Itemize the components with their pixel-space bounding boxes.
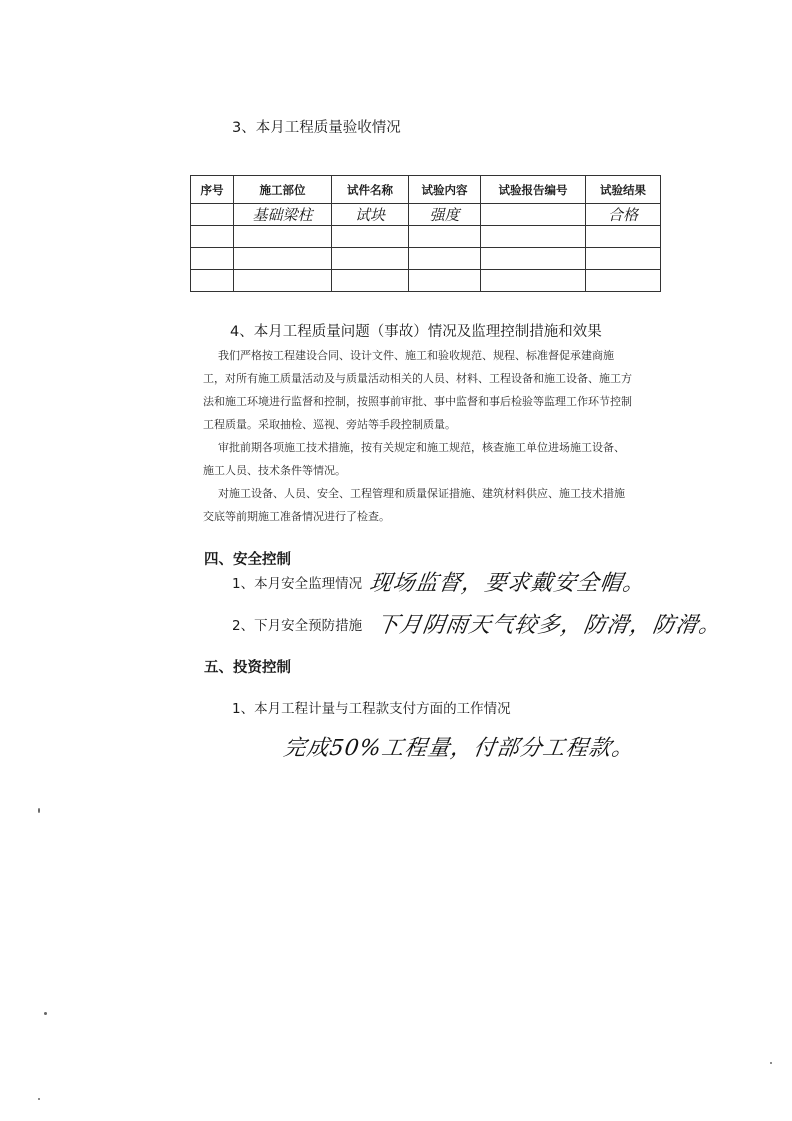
safety-item-1-label: 1、本月安全监理情况 [232, 576, 363, 592]
table-cell [191, 226, 234, 248]
scan-speck [38, 808, 40, 813]
handwritten-cell: 基础梁柱 [234, 204, 332, 226]
table-cell [234, 226, 332, 248]
header-cell: 序号 [191, 176, 234, 204]
table-cell [234, 270, 332, 292]
handwritten-cell: 强度 [409, 204, 481, 226]
paragraph-line: 工，对所有施工质量活动及与质量活动相关的人员、材料、工程设备和施工设备、施工方 [203, 372, 632, 385]
table-cell [191, 204, 234, 226]
section-4-title: 4、本月工程质量问题（事故）情况及监理控制措施和效果 [230, 324, 602, 340]
header-cell: 试件名称 [332, 176, 409, 204]
table-cell [191, 248, 234, 270]
table-cell [409, 270, 481, 292]
quality-acceptance-table [190, 175, 661, 292]
paragraph-line: 法和施工环境进行监督和控制，按照事前审批、事中监督和事后检验等监理工作环节控制 [203, 395, 632, 408]
table-row [191, 270, 661, 292]
safety-item-1-handwritten: 现场监督，要求戴安全帽。 [367, 571, 648, 596]
scan-speck [44, 1012, 47, 1015]
paragraph-line: 对施工设备、人员、安全、工程管理和质量保证措施、建筑材料供应、施工技术措施 [218, 487, 625, 500]
table-cell [234, 248, 332, 270]
table-cell [586, 270, 661, 292]
handwritten-cell: 试块 [332, 204, 409, 226]
investment-control-heading: 五、投资控制 [204, 660, 291, 676]
table-cell [481, 204, 586, 226]
table-cell [409, 248, 481, 270]
table-cell [481, 270, 586, 292]
paragraph-line: 工程质量。采取抽检、巡视、旁站等手段控制质量。 [203, 418, 456, 431]
header-cell: 试验内容 [409, 176, 481, 204]
header-cell: 试验结果 [586, 176, 661, 204]
handwritten-cell: 合格 [586, 204, 661, 226]
investment-item-1-handwritten: 完成50%工程量，付部分工程款。 [281, 736, 637, 761]
safety-item-2-label: 2、下月安全预防措施 [232, 618, 363, 634]
table-cell [332, 270, 409, 292]
table-cell [586, 248, 661, 270]
table-cell [332, 248, 409, 270]
scan-speck [770, 1062, 772, 1064]
table-row [191, 204, 661, 226]
paragraph-line: 交底等前期施工准备情况进行了检查。 [203, 510, 390, 523]
table-cell [481, 248, 586, 270]
table-cell [332, 226, 409, 248]
table-cell [409, 226, 481, 248]
safety-item-2-handwritten: 下月阴雨天气较多，防滑，防滑。 [374, 613, 724, 638]
table-cell [191, 270, 234, 292]
table-cell [586, 226, 661, 248]
paragraph-line: 施工人员、技术条件等情况。 [203, 464, 346, 477]
section-3-title: 3、本月工程质量验收情况 [232, 120, 401, 136]
table-header-row [191, 176, 661, 204]
investment-item-1-label: 1、本月工程计量与工程款支付方面的工作情况 [232, 701, 511, 717]
header-cell: 施工部位 [234, 176, 332, 204]
table-cell [481, 226, 586, 248]
paragraph-line: 审批前期各项施工技术措施，按有关规定和施工规范，核查施工单位进场施工设备、 [218, 441, 625, 454]
paragraph-line: 我们严格按工程建设合同、设计文件、施工和验收规范、规程、标准督促承建商施 [218, 349, 614, 362]
safety-control-heading: 四、安全控制 [204, 552, 291, 568]
table-row [191, 226, 661, 248]
header-cell: 试验报告编号 [481, 176, 586, 204]
table-row [191, 248, 661, 270]
scan-speck [38, 1098, 40, 1100]
